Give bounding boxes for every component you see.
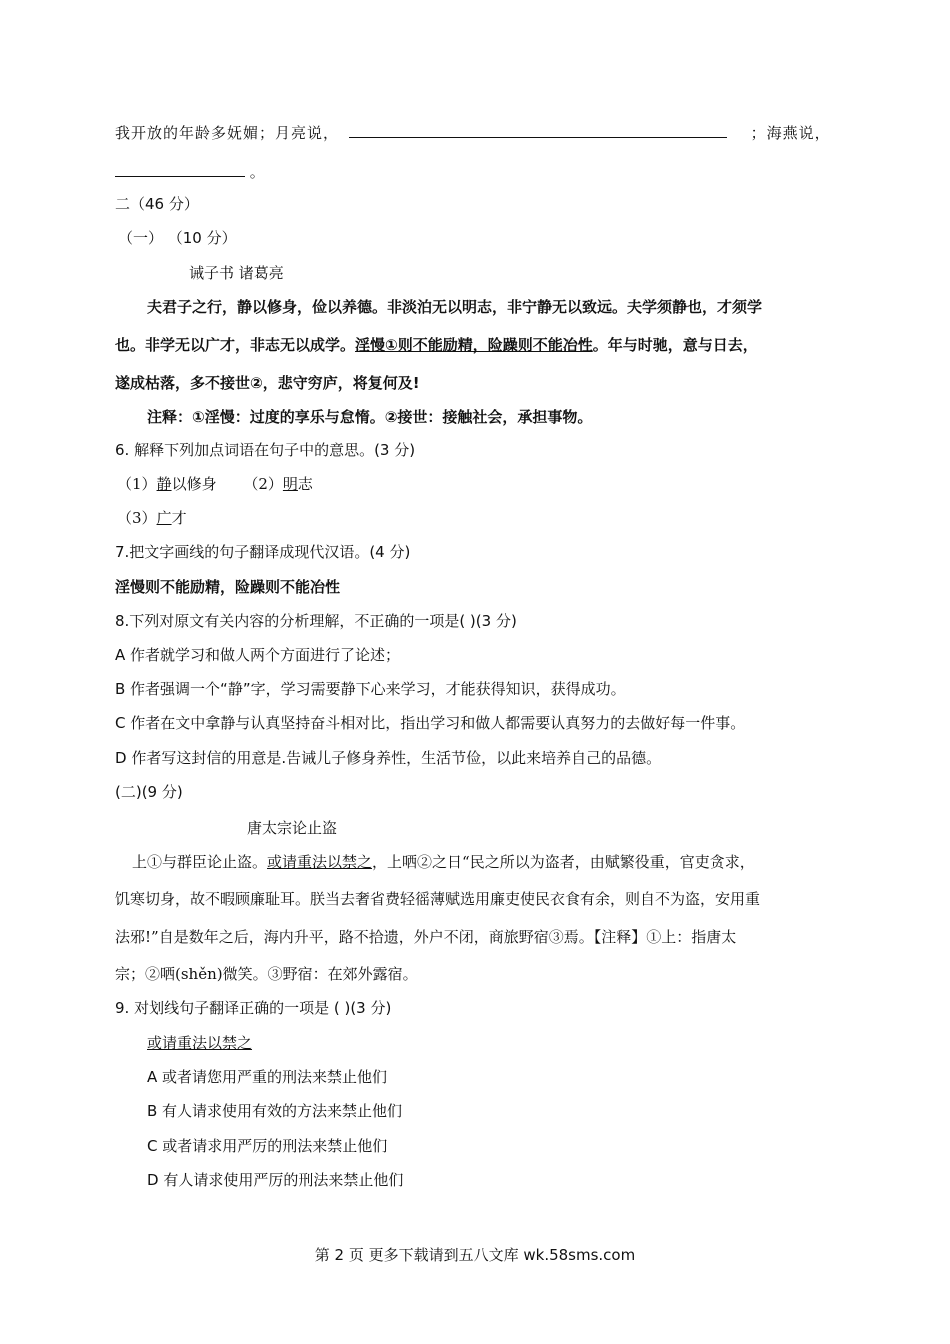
q5-text-part1: 我开放的年龄多妩媚；月亮说， (115, 124, 340, 142)
passage-1-paragraph-line3: 遂成枯落，多不接世②，悲守穷庐，将复何及! (115, 374, 420, 392)
page-footer: 第 2 页 更多下载请到五八文库 wk.58sms.com (314, 1246, 636, 1264)
q6-items-row2 (117, 508, 187, 528)
q6-item3-keyword: 广 (156, 509, 172, 527)
passage-2-text: 上①与群臣论止盗。 (132, 853, 268, 871)
passage-1-text: 。年与时驰，意与日去， (592, 336, 758, 354)
q8-option-c: C 作者在文中拿静与认真坚持奋斗相对比，指出学习和做人都需要认真努力的去做好每一件事。 (115, 714, 746, 732)
q9-option-c: C 或者请求用严厉的刑法来禁止他们 (147, 1137, 388, 1155)
answer-blank-petrel[interactable] (115, 160, 245, 177)
passage-2-line2: 饥寒切身，故不暇顾廉耻耳。朕当去奢省费轻徭薄赋选用廉吏使民衣食有余，则自不为盗，安用重 (115, 890, 761, 908)
answer-blank-moon[interactable] (349, 121, 727, 138)
q7-sentence: 淫慢则不能励精，险躁则不能冶性 (115, 578, 341, 596)
passage-2-title: 唐太宗论止盗 (247, 819, 338, 837)
q5-text-part2: ；海燕说， (750, 124, 831, 142)
passage-1-title: 诫子书 诸葛亮 (189, 264, 284, 282)
q8-stem: 8.下列对原文有关内容的分析理解，不正确的一项是( )(3 分) (115, 612, 517, 630)
q6-item2-keyword: 明 (282, 475, 298, 493)
passage-1-paragraph-line2 (115, 335, 758, 355)
q6-item3-label: （3） (117, 509, 157, 527)
q6-items-row1 (117, 474, 313, 494)
q9-quote: 或请重法以禁之 (147, 1034, 253, 1052)
q6-item1-keyword: 静 (156, 475, 172, 493)
q6-stem: 6. 解释下列加点词语在句子中的意思。(3 分) (115, 441, 416, 459)
q8-option-a: A 作者就学习和做人两个方面进行了论述； (115, 646, 401, 664)
passage-2-text: ，上哂②之日“民之所以为盗者，由赋繁役重，官吏贪求， (372, 853, 755, 871)
q5-continuation-line2 (115, 160, 265, 182)
passage-1-note: 注释：①淫慢：过度的享乐与怠惰。②接世：接触社会，承担事物。 (147, 408, 593, 426)
q9-option-d: D 有人请求使用严厉的刑法来禁止他们 (147, 1171, 404, 1189)
q9-option-a: A 或者请您用严重的刑法来禁止他们 (147, 1068, 388, 1086)
subsection-2-label: (二)(9 分) (115, 783, 183, 801)
passage-2-line4: 宗；②哂(shěn)微笑。③野宿：在郊外露宿。 (115, 965, 418, 983)
q8-option-d: D 作者写这封信的用意是.告诫儿子修身养性，生活节俭，以此来培养自己的品德。 (115, 749, 662, 767)
passage-1-text: 也。非学无以广才，非志无以成学。 (115, 336, 356, 354)
q6-item2-text: 志 (297, 475, 313, 493)
q6-item2-label: （2） (243, 475, 283, 493)
passage-2-underlined-sentence: 或请重法以禁之 (267, 853, 373, 871)
passage-1-paragraph-line1: 夫君子之行，静以修身，俭以养德。非淡泊无以明志，非宁静无以致远。夫学须静也，才须学 (147, 298, 763, 316)
q5-text-part3: 。 (249, 163, 265, 181)
q8-option-b: B 作者强调一个“静”字，学习需要静下心来学习，才能获得知识，获得成功。 (115, 680, 626, 698)
q9-stem: 9. 对划线句子翻译正确的一项是 ( )(3 分) (115, 999, 392, 1017)
passage-1-underlined-sentence: 淫慢①则不能励精，险躁则不能冶性 (355, 336, 593, 354)
passage-2-line1 (132, 852, 755, 872)
section-title: 二（46 分） (115, 195, 199, 213)
passage-2-line3: 法邪!”自是数年之后，海内升平，路不拾遗，外户不闭，商旅野宿③焉。【注释】①上：指唐太 (115, 928, 737, 946)
q9-option-b: B 有人请求使用有效的方法来禁止他们 (147, 1102, 403, 1120)
q5-continuation-line (115, 121, 831, 143)
q6-item3-text: 才 (171, 509, 187, 527)
subsection-1-label: （一） （10 分） (118, 229, 237, 247)
q6-item1-label: （1） (117, 475, 157, 493)
q7-stem: 7.把文字画线的句子翻译成现代汉语。(4 分) (115, 543, 411, 561)
q6-item1-text: 以修身 (171, 475, 217, 493)
